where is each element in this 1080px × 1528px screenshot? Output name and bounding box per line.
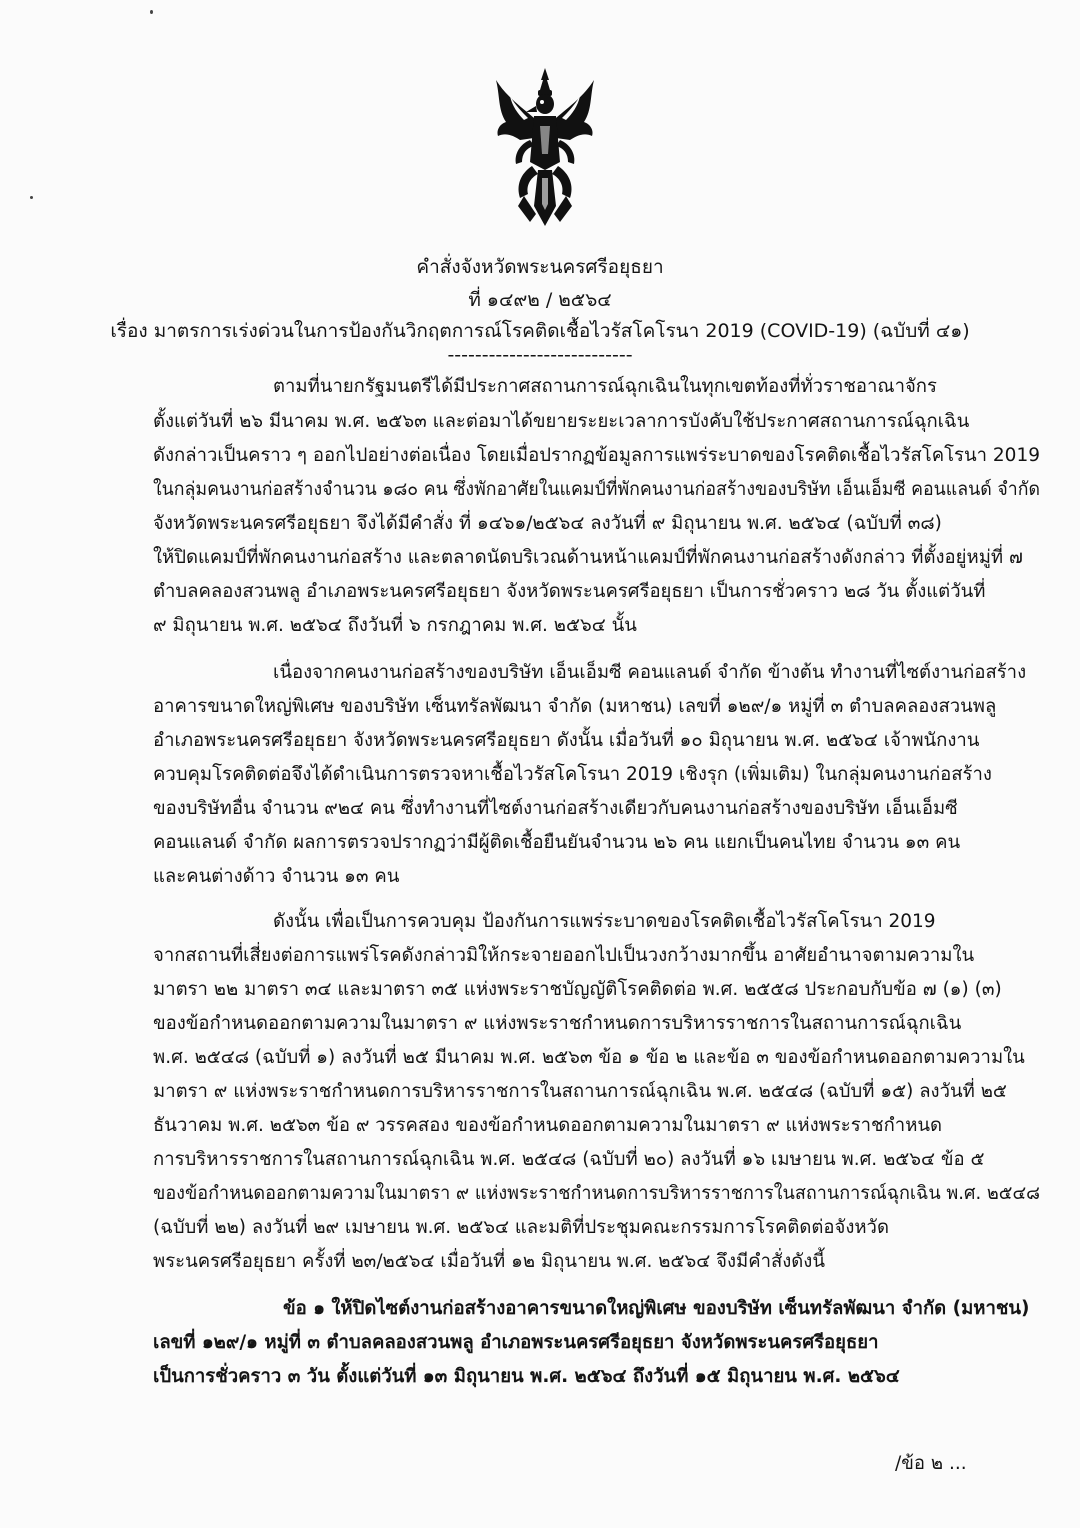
text-line: พ.ศ. ๒๕๔๘ (ฉบับที่ ๑) ลงวันที่ ๒๕ มีนาคม พ.ศ. ๒๕๖๓ ข้อ ๑ ข้อ ๒ และข้อ ๓ ของข้อกำหนดออกตามความใน <box>153 1047 1025 1068</box>
text-line: เป็นการชั่วคราว ๓ วัน ตั้งแต่วันที่ ๑๓ มิถุนายน พ.ศ. ๒๕๖๔ ถึงวันที่ ๑๕ มิถุนายน พ.ศ. ๒๕๖๔ <box>153 1366 900 1387</box>
scan-speck <box>30 196 33 199</box>
text-line: (ฉบับที่ ๒๒) ลงวันที่ ๒๙ เมษายน พ.ศ. ๒๕๖๔ และมติที่ประชุมคณะกรรมการโรคติดต่อจังหวัด <box>153 1217 889 1238</box>
text-line: ตำบลคลองสวนพลู อำเภอพระนครศรีอยุธยา จังหวัดพระนครศรีอยุธยา เป็นการชั่วคราว ๒๘ วัน ตั้งแต่วันที่ <box>153 581 986 602</box>
text-line: และคนต่างด้าว จำนวน ๑๓ คน <box>153 866 400 887</box>
order-subject: เรื่อง มาตรการเร่งด่วนในการป้องกันวิกฤตการณ์โรคติดเชื้อไวรัสโคโรนา 2019 (COVID-19) (ฉบับที่ ๔๑) <box>110 320 970 342</box>
text-line: อำเภอพระนครศรีอยุธยา จังหวัดพระนครศรีอยุธยา ดังนั้น เมื่อวันที่ ๑๐ มิถุนายน พ.ศ. ๒๕๖๔ เจ้าพนักงาน <box>153 730 980 751</box>
text-line: จากสถานที่เสี่ยงต่อการแพร่โรคดังกล่าวมิให้กระจายออกไปเป็นวงกว้างมากขึ้น อาศัยอำนาจตามความใน <box>153 945 975 966</box>
text-line: ๙ มิถุนายน พ.ศ. ๒๕๖๔ ถึงวันที่ ๖ กรกฎาคม พ.ศ. ๒๕๖๔ นั้น <box>153 615 637 636</box>
text-line: คอนแลนด์ จำกัด ผลการตรวจปรากฏว่ามีผู้ติดเชื้อยืนยันจำนวน ๒๖ คน แยกเป็นคนไทย จำนวน ๑๓ คน <box>153 832 961 853</box>
text-line: มาตรา ๒๒ มาตรา ๓๔ และมาตรา ๓๕ แห่งพระราชบัญญัติโรคติดต่อ พ.ศ. ๒๕๕๘ ประกอบกับข้อ ๗ (๑) (๓) <box>153 979 1002 1000</box>
text-line: เลขที่ ๑๒๙/๑ หมู่ที่ ๓ ตำบลคลองสวนพลู อำเภอพระนครศรีอยุธยา จังหวัดพระนครศรีอยุธยา <box>153 1332 879 1353</box>
text-line: ของข้อกำหนดออกตามความในมาตรา ๙ แห่งพระราชกำหนดการบริหารราชการในสถานการณ์ฉุกเฉิน <box>153 1013 962 1034</box>
order-number: ที่ ๑๔๙๒ / ๒๕๖๔ <box>468 289 612 311</box>
text-line: ตั้งแต่วันที่ ๒๖ มีนาคม พ.ศ. ๒๕๖๓ และต่อมาได้ขยายระยะเวลาการบังคับใช้ประกาศสถานการณ์ฉุกเฉิน <box>153 411 970 432</box>
order-title: คำสั่งจังหวัดพระนครศรีอยุธยา <box>416 256 664 278</box>
text-line: การบริหารราชการในสถานการณ์ฉุกเฉิน พ.ศ. ๒๕๔๘ (ฉบับที่ ๒๐) ลงวันที่ ๑๖ เมษายน พ.ศ. ๒๕๖๔ ข้อ ๕ <box>153 1149 985 1170</box>
text-line: เนื่องจากคนงานก่อสร้างของบริษัท เอ็นเอ็มซี คอนแลนด์ จำกัด ข้างต้น ทำงานที่ไซต์งานก่อสร้าง <box>273 662 1027 683</box>
text-line: จังหวัดพระนครศรีอยุธยา จึงได้มีคำสั่ง ที่ ๑๔๖๑/๒๕๖๔ ลงวันที่ ๙ มิถุนายน พ.ศ. ๒๕๖๔ (ฉบับที่ ๓๘) <box>153 513 942 534</box>
text-line: มาตรา ๙ แห่งพระราชกำหนดการบริหารราชการในสถานการณ์ฉุกเฉิน พ.ศ. ๒๕๔๘ (ฉบับที่ ๑๕) ลงวันที่ ๒๕ <box>153 1081 1007 1102</box>
page-continuation: /ข้อ ๒ ... <box>895 1453 967 1474</box>
text-line: ตามที่นายกรัฐมนตรีได้มีประกาศสถานการณ์ฉุกเฉินในทุกเขตท้องที่ทั่วราชอาณาจักร <box>273 376 937 397</box>
garuda-emblem-icon <box>490 66 600 236</box>
text-line: อาคารขนาดใหญ่พิเศษ ของบริษัท เซ็นทรัลพัฒนา จำกัด (มหาชน) เลขที่ ๑๒๙/๑ หมู่ที่ ๓ ตำบลคลองสวนพลู <box>153 696 997 717</box>
title-divider: --------------------------- <box>447 344 633 366</box>
text-line: ดังกล่าวเป็นคราว ๆ ออกไปอย่างต่อเนื่อง โดยเมื่อปรากฏข้อมูลการแพร่ระบาดของโรคติดเชื้อไวรัสโคโรนา 2019 <box>153 445 1040 466</box>
text-line: ของบริษัทอื่น จำนวน ๙๒๔ คน ซึ่งทำงานที่ไซต์งานก่อสร้างเดียวกับคนงานก่อสร้างของบริษัท เอ็นเอ็มซี <box>153 798 958 819</box>
text-line: ของข้อกำหนดออกตามความในมาตรา ๙ แห่งพระราชกำหนดการบริหารราชการในสถานการณ์ฉุกเฉิน พ.ศ. ๒๕๔๘ <box>153 1183 1040 1204</box>
text-line: พระนครศรีอยุธยา ครั้งที่ ๒๓/๒๕๖๔ เมื่อวันที่ ๑๒ มิถุนายน พ.ศ. ๒๕๖๔ จึงมีคำสั่งดังนี้ <box>153 1251 825 1272</box>
scan-speck <box>150 10 153 14</box>
text-line: ให้ปิดแคมป์ที่พักคนงานก่อสร้าง และตลาดนัดบริเวณด้านหน้าแคมป์ที่พักคนงานก่อสร้างดังกล่าว ที่ตั้งอยู่หมู่ที่ ๗ <box>153 547 1023 568</box>
text-line: ธันวาคม พ.ศ. ๒๕๖๓ ข้อ ๙ วรรคสอง ของข้อกำหนดออกตามความในมาตรา ๙ แห่งพระราชกำหนด <box>153 1115 943 1136</box>
text-line: ควบคุมโรคติดต่อจึงได้ดำเนินการตรวจหาเชื้อไวรัสโคโรนา 2019 เชิงรุก (เพิ่มเติม) ในกลุ่มคนงานก่อสร้าง <box>153 764 992 785</box>
text-line: ข้อ ๑ ให้ปิดไซต์งานก่อสร้างอาคารขนาดใหญ่พิเศษ ของบริษัท เซ็นทรัลพัฒนา จำกัด (มหาชน) <box>283 1298 1030 1319</box>
text-line: ดังนั้น เพื่อเป็นการควบคุม ป้องกันการแพร่ระบาดของโรคติดเชื้อไวรัสโคโรนา 2019 <box>273 911 936 932</box>
text-line: ในกลุ่มคนงานก่อสร้างจำนวน ๑๘๐ คน ซึ่งพักอาศัยในแคมป์ที่พักคนงานก่อสร้างของบริษัท เอ็นเอ็มซี คอนแลนด์ จำกัด <box>153 479 1040 500</box>
